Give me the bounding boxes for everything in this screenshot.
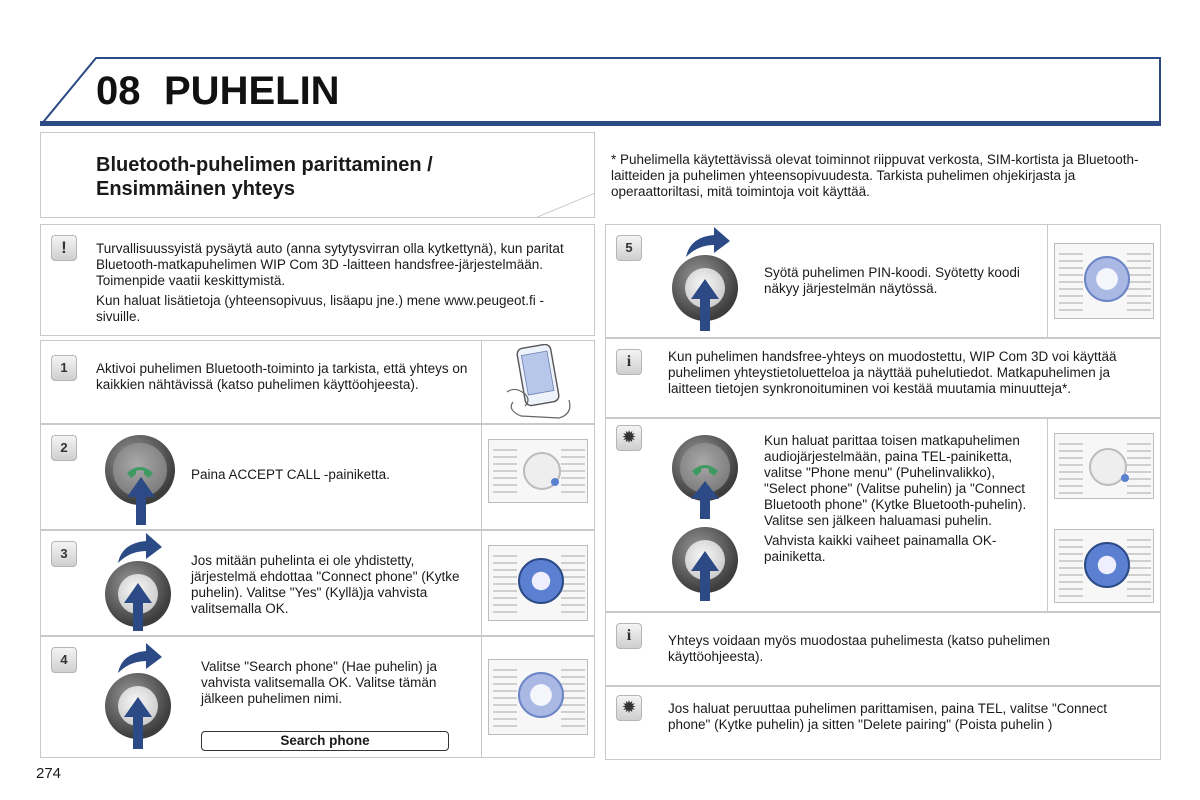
section-title-box xyxy=(40,132,595,218)
tip-box-delete-pairing xyxy=(605,686,1161,760)
phone-handset-icon xyxy=(690,459,720,479)
panel-knob-highlight xyxy=(1084,256,1130,302)
panel-buttons-left xyxy=(1059,248,1083,314)
step-divider xyxy=(481,341,482,423)
step-2-box xyxy=(40,424,595,530)
step-divider xyxy=(1047,419,1048,611)
corner-fold xyxy=(535,193,595,218)
tip-box-second-phone xyxy=(605,418,1161,612)
sun-icon: ✹ xyxy=(616,425,642,451)
panel-buttons-left xyxy=(493,664,517,730)
exclamation-icon: ! xyxy=(51,235,77,261)
step-text: Syötä puhelimen PIN-koodi. Syötetty koodi näkyy järjestelmän näytössä. xyxy=(764,265,1020,296)
footnote: * Puhelimella käytettävissä olevat toiminnot riippuvat verkosta, SIM-kortista ja Bluetooth-laitteiden ja puhelimen yhteensopivuudesta. Tarkista puhelimen ohjekirjasta ja operaattoriltasi, mitä toimintoja voit käyttää. xyxy=(611,152,1139,199)
panel-buttons-right xyxy=(1127,438,1151,494)
chapter-number: 08 xyxy=(96,69,141,113)
page-title: PUHELIN xyxy=(164,69,340,113)
search-phone-label: Search phone xyxy=(280,733,370,748)
press-up-arrow-icon xyxy=(690,551,720,603)
step-text: Paina ACCEPT CALL -painiketta. xyxy=(191,467,390,482)
press-up-arrow-icon xyxy=(690,279,720,333)
page-number: 274 xyxy=(36,765,62,782)
tip-confirm-text: Vahvista kaikki vaiheet painamalla OK-painiketta. xyxy=(764,533,997,564)
panel-knob-highlight xyxy=(518,672,564,718)
panel-buttons-right xyxy=(1127,534,1151,598)
step-text: Jos mitään puhelinta ei ole yhdistetty, järjestelmä ehdottaa "Connect phone" (Kytke puhelin). Valitse "Yes" (Kyllä)ja vahvista valitsemalla OK. xyxy=(191,553,460,616)
info-box-handsfree xyxy=(605,338,1161,418)
tip-text: Kun haluat parittaa toisen matkapuhelimen audiojärjestelmään, paina TEL-painiketta, valitse "Phone menu" (Puhelinvalikko), "Select phone" (Valitse puhelin) ja "Connect Bluetooth phone" (Kytke Bluetooth-puhelin). Valitse sen jälkeen haluamasi puhelin. xyxy=(764,433,1027,528)
info-icon: i xyxy=(616,349,642,375)
warning-content xyxy=(96,241,581,325)
panel-tel-button-highlight xyxy=(1121,474,1129,482)
step-divider xyxy=(1047,225,1048,337)
panel-buttons-left xyxy=(493,550,517,616)
step-number: 1 xyxy=(51,355,77,381)
panel-buttons-right xyxy=(561,550,585,616)
step-number: 3 xyxy=(51,541,77,567)
warning-text: Turvallisuussyistä pysäytä auto (anna sytytysvirran olla kytkettynä), kun paritat Bluetooth-matkapuhelimen WIP Com 3D -laitteen handsfree-järjestelmään. Toimenpide vaatii keskittymistä. xyxy=(96,241,564,288)
press-up-arrow-icon xyxy=(123,583,153,633)
panel-buttons-right xyxy=(1127,248,1151,314)
panel-buttons-left xyxy=(493,444,517,498)
step-5-box xyxy=(605,224,1161,338)
panel-buttons-left xyxy=(1059,438,1083,494)
section-title-line1: Bluetooth-puhelimen parittaminen / xyxy=(96,154,433,176)
tip-text: Jos haluat peruuttaa puhelimen parittamisen, paina TEL, valitse "Connect phone" (Kytke puhelin) ja sitten "Delete pairing" (Poista puhelin ) xyxy=(668,701,1108,732)
section-title xyxy=(96,153,433,201)
step-3-box xyxy=(40,530,595,636)
warning-box xyxy=(40,224,595,336)
rotate-arrow-icon xyxy=(116,643,164,675)
panel-buttons-right xyxy=(561,664,585,730)
radio-panel-pin xyxy=(1054,243,1154,319)
step-divider xyxy=(481,531,482,635)
panel-knob-highlight xyxy=(518,558,564,604)
panel-call-button-highlight xyxy=(551,478,559,486)
header-banner xyxy=(40,57,1161,126)
step-text: Aktivoi puhelimen Bluetooth-toiminto ja tarkista, että yhteys on kaikkien nähtävissä (katso puhelimen käyttöohjeesta). xyxy=(96,361,468,392)
step-number: 4 xyxy=(51,647,77,673)
radio-panel-ok xyxy=(488,545,588,621)
panel-buttons-right xyxy=(561,444,585,498)
step-1-box xyxy=(40,340,595,424)
press-up-arrow-icon xyxy=(123,697,153,751)
panel-knob-highlight xyxy=(1084,542,1130,588)
info-icon: i xyxy=(616,623,642,649)
press-up-arrow-icon xyxy=(126,477,156,527)
radio-panel-accept-call xyxy=(488,439,588,503)
step-number: 5 xyxy=(616,235,642,261)
press-up-arrow-icon xyxy=(690,481,720,521)
search-phone-menu-item xyxy=(201,731,449,751)
tip-content xyxy=(764,433,1034,565)
radio-panel-tel xyxy=(1054,433,1154,499)
step-text: Valitse "Search phone" (Hae puhelin) ja vahvista valitsemalla OK. Valitse tämän jälkeen puhelimen nimi. xyxy=(201,659,437,706)
sun-icon: ✹ xyxy=(616,695,642,721)
step-divider xyxy=(481,425,482,529)
radio-panel-rotate xyxy=(488,659,588,735)
step-number: 2 xyxy=(51,435,77,461)
radio-panel-ok xyxy=(1054,529,1154,603)
info-text: Yhteys voidaan myös muodostaa puhelimesta (katso puhelimen käyttöohjeesta). xyxy=(668,633,1050,664)
step-divider xyxy=(481,637,482,757)
warning-more-info: Kun haluat lisätietoja (yhteensopivuus, lisäapu jne.) mene www.peugeot.fi -sivuille. xyxy=(96,293,545,324)
step-4-box xyxy=(40,636,595,758)
smartphone-in-hand-icon xyxy=(499,344,589,420)
info-text: Kun puhelimen handsfree-yhteys on muodostettu, WIP Com 3D voi käyttää puhelimen yhteystietoluetteloa ja näyttää puhelutiedot. Matkapuhelimen ja laitteen tietojen synkronoituminen voi kestää muutamia minuutteja*. xyxy=(668,349,1117,396)
panel-buttons-left xyxy=(1059,534,1083,598)
info-box-phone-connect xyxy=(605,612,1161,686)
section-title-line2: Ensimmäinen yhteys xyxy=(96,178,295,200)
